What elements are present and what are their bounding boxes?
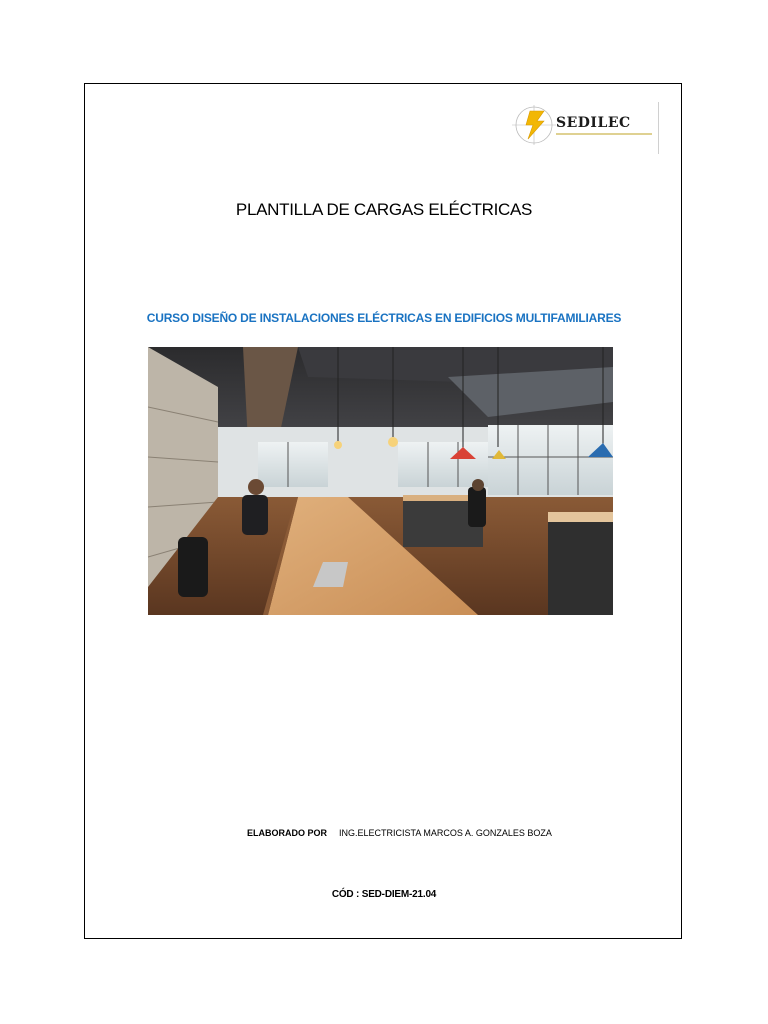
- document-code: CÓD : SED-DIEM-21.04: [331, 889, 437, 900]
- logo-tagline-rule: [556, 133, 652, 135]
- author-name: ING.ELECTRICISTA MARCOS A. GONZALES BOZA: [339, 828, 552, 838]
- author-label: ELABORADO POR: [247, 828, 328, 838]
- logo-brand-text: SEDILEC: [556, 115, 631, 131]
- document-subtitle: CURSO DISEÑO DE INSTALACIONES ELÉCTRICAS EN EDIFICIOS MULTIFAMILIARES: [146, 311, 622, 325]
- logo-divider: [658, 102, 659, 154]
- office-photo: [148, 347, 613, 615]
- document-title: PLANTILLA DE CARGAS ELÉCTRICAS: [235, 200, 533, 219]
